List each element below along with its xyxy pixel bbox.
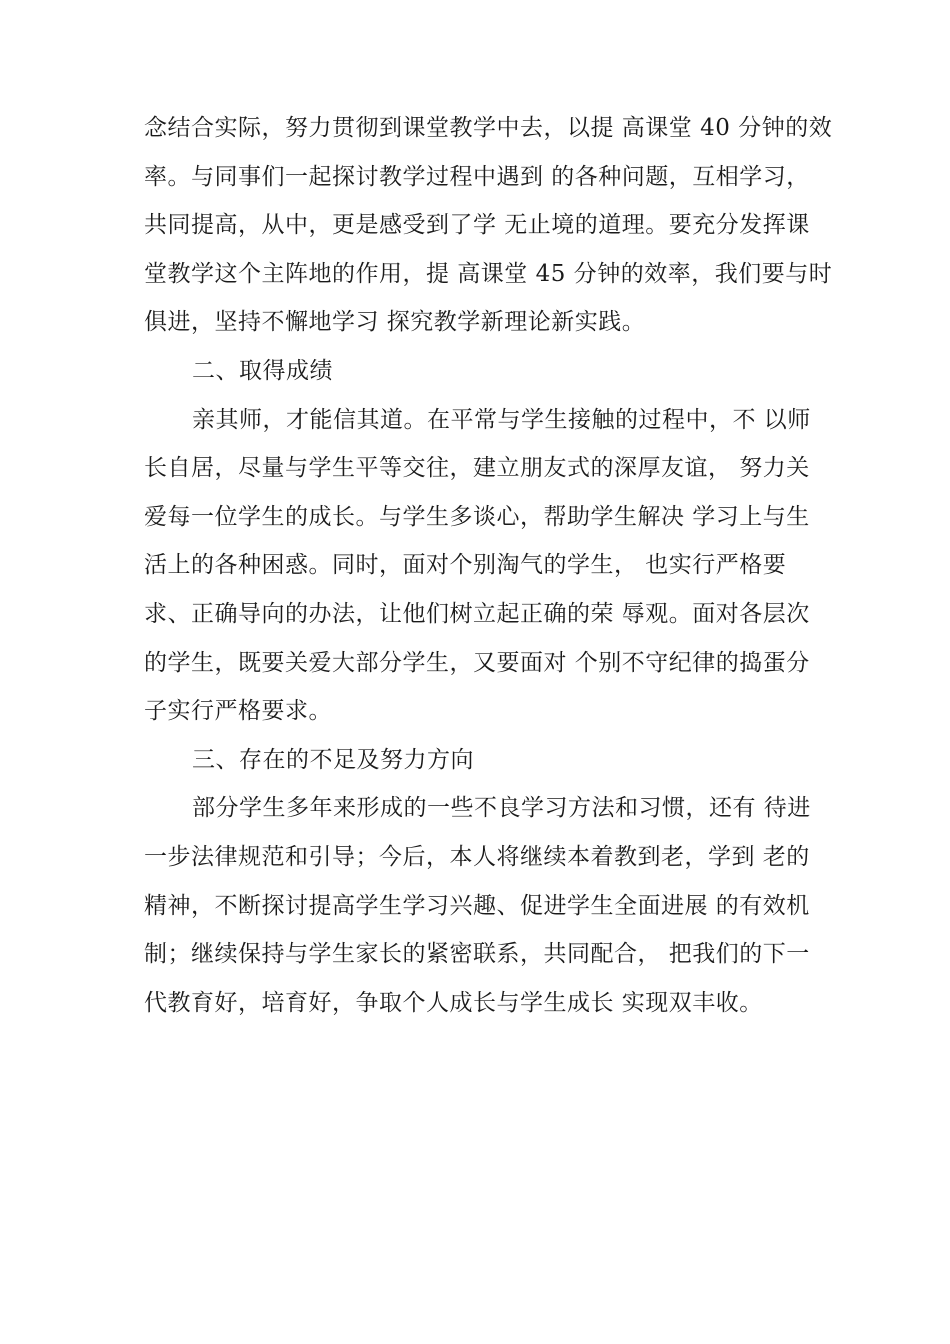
paragraph-line: 亲其师，才能信其道。在平常与学生接触的过程中，不 以师: [192, 406, 811, 433]
paragraph-line: 长自居，尽量与学生平等交往，建立朋友式的深厚友谊， 努力关: [144, 455, 810, 482]
paragraph-line: 念结合实际，努力贯彻到课堂教学中去，以提 高课堂 40 分钟的效: [144, 115, 833, 141]
paragraph-line: 代教育好，培育好，争取个人成长与学生成长 实现双丰收。: [144, 989, 763, 1016]
paragraph-line: 俱进，坚持不懈地学习 探究教学新理论新实践。: [144, 309, 646, 336]
section-heading-shortcomings: 三、存在的不足及努力方向: [192, 746, 474, 773]
document-body: [144, 104, 833, 1027]
paragraph-line: 制；继续保持与学生家长的紧密联系，共同配合， 把我们的下一: [144, 941, 810, 968]
paragraph-line: 部分学生多年来形成的一些不良学习方法和习惯，还有 待进: [192, 795, 811, 822]
paragraph-line: 爱每一位学生的成长。与学生多谈心，帮助学生解决 学习上与生: [144, 503, 810, 530]
paragraph-line: 率。与同事们一起探讨教学过程中遇到 的各种问题，互相学习，: [144, 163, 810, 190]
paragraph-line: 的学生，既要关爱大部分学生，又要面对 个别不守纪律的捣蛋分: [144, 649, 810, 676]
paragraph-line: 子实行严格要求。: [144, 698, 332, 725]
paragraph-line: 求、正确导向的办法，让他们树立起正确的荣 辱观。面对各层次: [144, 600, 810, 627]
section-heading-achievements: 二、取得成绩: [192, 357, 333, 384]
paragraph-line: 共同提高，从中，更是感受到了学 无止境的道理。要充分发挥课: [144, 212, 810, 239]
paragraph-line: 堂教学这个主阵地的作用，提 高课堂 45 分钟的效率，我们要与时: [144, 260, 833, 287]
paragraph-line: 一步法律规范和引导；今后，本人将继续本着教到老，学到 老的: [144, 843, 810, 870]
paragraph-line: 活上的各种困惑。同时，面对个别淘气的学生， 也实行严格要: [144, 552, 787, 579]
paragraph-line: 精神，不断探讨提高学生学习兴趣、促进学生全面进展 的有效机: [144, 892, 810, 919]
